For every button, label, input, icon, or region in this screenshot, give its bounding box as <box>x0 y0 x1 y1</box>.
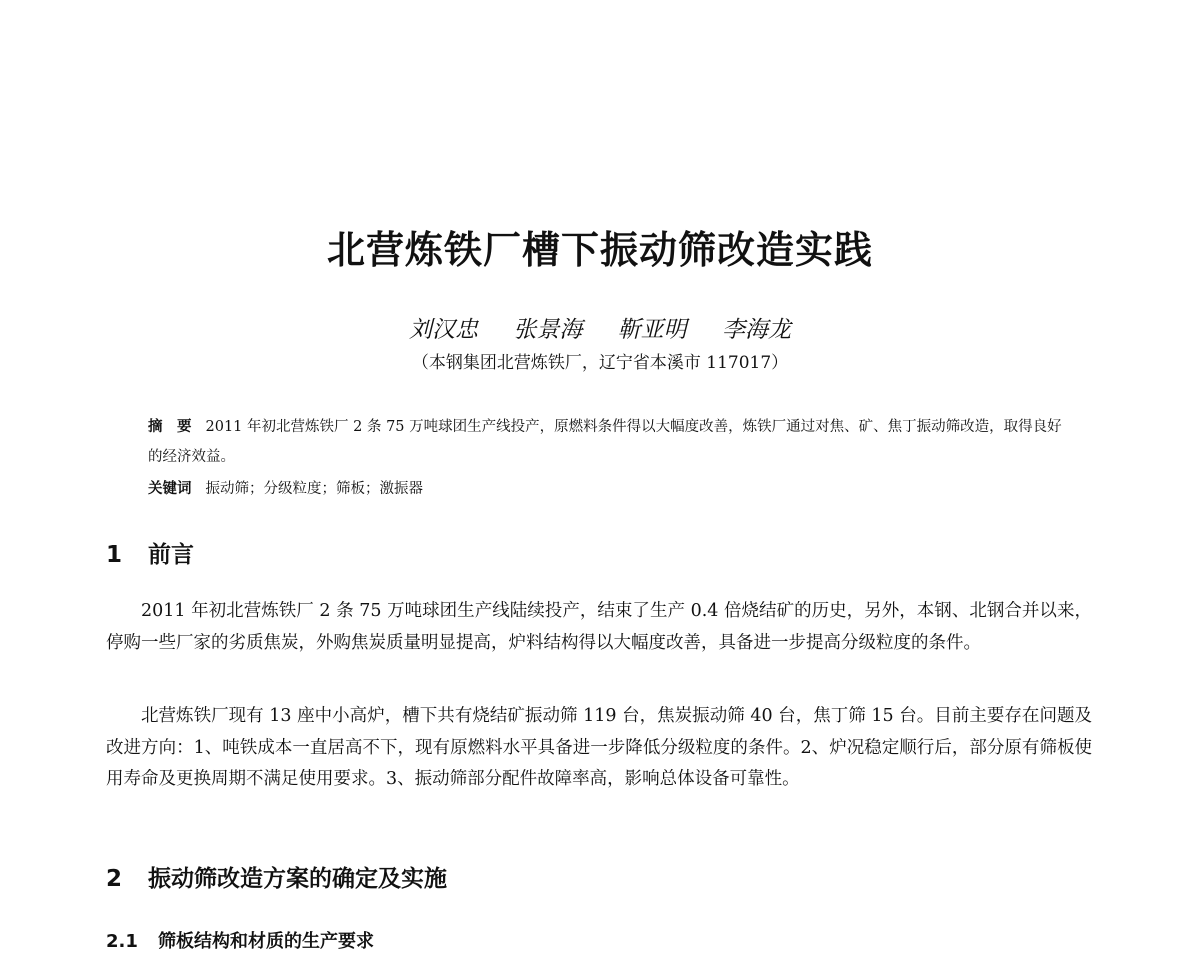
abstract-label: 摘 要 <box>148 419 192 435</box>
keywords-text: 振动筛；分级粒度；筛板；激振器 <box>205 481 423 497</box>
author-name: 张景海 <box>513 317 583 343</box>
section-title: 振动筛改造方案的确定及实施 <box>148 866 447 892</box>
author-name: 靳亚明 <box>617 317 687 343</box>
subsection-title: 筛板结构和材质的生产要求 <box>158 931 374 952</box>
section-heading-1 <box>106 538 194 572</box>
author-name: 李海龙 <box>721 317 791 343</box>
subsection-heading <box>106 928 374 956</box>
paper-title: 北营炼铁厂槽下振动筛改造实践 <box>326 228 873 272</box>
section-title: 前言 <box>148 542 194 568</box>
subsection-number: 2.1 <box>106 931 138 952</box>
keywords-label: 关键词 <box>148 481 192 497</box>
author-list <box>0 314 1200 346</box>
abstract <box>148 412 1068 472</box>
section-number: 2 <box>106 866 123 892</box>
section-heading-2 <box>106 862 447 896</box>
section-number: 1 <box>106 542 123 568</box>
abstract-text: 2011 年初北营炼铁厂 2 条 75 万吨球团生产线投产，原燃料条件得以大幅度改善，炼铁厂通过对焦、矿、焦丁振动筛改造，取得良好的经济效益。 <box>148 419 1062 465</box>
author-affiliation: （本钢集团北营炼铁厂，辽宁省本溪市 117017） <box>411 353 789 373</box>
body-paragraph: 2011 年初北营炼铁厂 2 条 75 万吨球团生产线陆续投产，结束了生产 0.4 倍烧结矿的历史，另外，本钢、北钢合并以来，停购一些厂家的劣质焦炭，外购焦炭质量明显提高，炉料结构得以大幅度改善，具备进一步提高分级粒度的条件。 <box>106 601 1092 653</box>
body-paragraph: 北营炼铁厂现有 13 座中小高炉，槽下共有烧结矿振动筛 119 台，焦炭振动筛 40 台，焦丁筛 15 台。目前主要存在问题及改进方向：1、吨铁成本一直居高不下，现有原燃料水平具备进一步降低分级粒度的条件。2、炉况稳定顺行后，部分原有筛板使用寿命及更换周期不满足使用要求。3、振动筛部分配件故障率高，影响总体设备可靠性。 <box>106 706 1092 789</box>
author-name: 刘汉忠 <box>409 317 479 343</box>
keywords <box>148 474 1068 504</box>
